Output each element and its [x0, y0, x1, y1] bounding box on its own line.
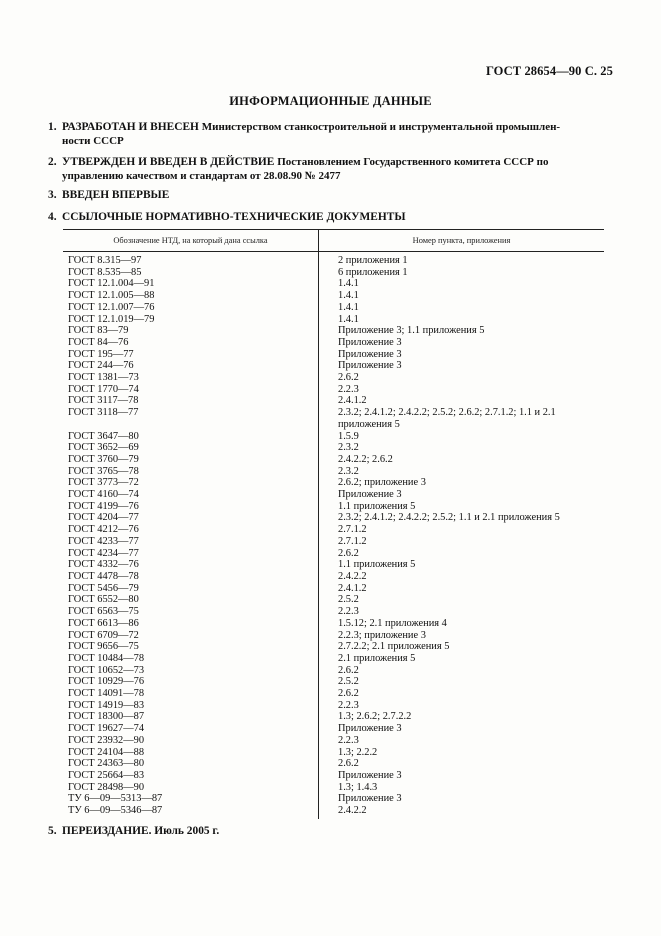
- table-row: [63, 747, 604, 759]
- table-row: [63, 454, 604, 466]
- table-row: [63, 325, 604, 337]
- document-designation-cell: ТУ 6—09—5346—87: [63, 805, 319, 819]
- clause-number-cell: 1.4.1: [338, 278, 359, 290]
- clause-number-cell: 2.4.1.2: [338, 582, 367, 594]
- document-designation-cell: ГОСТ 6552—80: [63, 594, 319, 606]
- clause-number-cell: Приложение 3: [338, 793, 402, 805]
- clause-number-cell: 1.5.9: [338, 430, 359, 442]
- clause-number-cell: 2.3.2; 2.4.1.2; 2.4.2.2; 2.5.2; 1.1 и 2.1 приложения 5: [338, 512, 560, 524]
- clause-number-cell: 2.2.3: [338, 699, 359, 711]
- table-row: [63, 431, 604, 443]
- section-text-continued: ности СССР: [62, 135, 124, 147]
- document-designation-cell: ГОСТ 10484—78: [63, 653, 319, 665]
- table-row: [63, 594, 604, 606]
- document-designation-cell: ГОСТ 4478—78: [63, 571, 319, 583]
- clause-number-cell: 1.4.1: [338, 290, 359, 302]
- table-row: [63, 536, 604, 548]
- clause-number-cell: 2 приложения 1: [338, 255, 408, 266]
- table-row: [63, 524, 604, 536]
- section-number: 1.: [48, 121, 57, 133]
- clause-number-cell: Приложение 3; 1.1 приложения 5: [338, 325, 485, 337]
- clause-number-cell: 2.4.2.2: [338, 570, 367, 582]
- table-row: [63, 606, 604, 618]
- section-5: [48, 824, 604, 838]
- section-number: 5.: [48, 825, 57, 837]
- document-designation-cell: ГОСТ 83—79: [63, 325, 319, 337]
- document-designation-cell: ГОСТ 19627—74: [63, 723, 319, 735]
- clause-number-cell: 2.7.1.2: [338, 524, 367, 536]
- table-row: [63, 583, 604, 595]
- column-header-clause: Номер пункта, приложения: [319, 230, 605, 252]
- clause-number-cell: 2.2.3: [338, 383, 359, 395]
- table-row: [63, 290, 604, 302]
- section-heading: РАЗРАБОТАН И ВНЕСЕН: [62, 121, 199, 133]
- table-row: [63, 770, 604, 782]
- document-title: ИНФОРМАЦИОННЫЕ ДАННЫЕ: [229, 94, 432, 108]
- document-designation-cell: ГОСТ 84—76: [63, 337, 319, 349]
- table-row: [63, 489, 604, 501]
- document-designation-cell: ГОСТ 3765—78: [63, 466, 319, 478]
- clause-number-cell: 2.2.3: [338, 734, 359, 746]
- document-designation-cell: ГОСТ 12.1.005—88: [63, 290, 319, 302]
- document-designation-cell: ГОСТ 8.315—97: [63, 252, 319, 267]
- section-heading: ВВЕДЕН ВПЕРВЫЕ: [62, 189, 170, 201]
- clause-number-cell: 2.6.2: [338, 664, 359, 676]
- section-text-continued: управлению качеством и стандартам от 28.08.90 № 2477: [62, 170, 341, 182]
- table-row: [63, 688, 604, 700]
- table-row: [63, 395, 604, 407]
- clause-number-cell: Приложение 3: [338, 348, 402, 360]
- document-designation-cell: ГОСТ 4212—76: [63, 524, 319, 536]
- document-designation-cell: ГОСТ 12.1.019—79: [63, 314, 319, 326]
- clause-number-cell: 2.1 приложения 5: [338, 652, 416, 664]
- section-heading: УТВЕРЖДЕН И ВВЕДЕН В ДЕЙСТВИЕ: [62, 156, 275, 168]
- table-row: [63, 407, 604, 430]
- table-row: [63, 723, 604, 735]
- clause-number-cell: 2.3.2: [338, 442, 359, 454]
- document-designation-cell: ГОСТ 18300—87: [63, 711, 319, 723]
- document-designation-cell: ГОСТ 6563—75: [63, 606, 319, 618]
- section-1: [48, 120, 604, 148]
- clause-number-cell: 2.3.2; 2.4.1.2; 2.4.2.2; 2.5.2; 2.6.2; 2.7.1.2; 1.1 и 2.1 приложения 5: [338, 407, 556, 430]
- table-row: [63, 548, 604, 560]
- table-header-row: [63, 230, 604, 252]
- section-4: [48, 210, 604, 224]
- table-row: [63, 758, 604, 770]
- clause-number-cell: Приложение 3: [338, 723, 402, 735]
- document-designation-cell: ГОСТ 244—76: [63, 360, 319, 372]
- section-heading: ССЫЛОЧНЫЕ НОРМАТИВНО-ТЕХНИЧЕСКИЕ ДОКУМЕНТЫ: [62, 211, 406, 223]
- document-designation-cell: ГОСТ 25664—83: [63, 770, 319, 782]
- clause-number-cell: Приложение 3: [338, 489, 402, 501]
- section-number: 3.: [48, 189, 57, 201]
- table-row: [63, 512, 604, 524]
- section-3: [48, 188, 604, 202]
- clause-number-cell: 2.4.1.2: [338, 395, 367, 407]
- document-designation-cell: ГОСТ 3118—77: [63, 407, 319, 430]
- table-row: [63, 278, 604, 290]
- document-designation-cell: ГОСТ 10929—76: [63, 676, 319, 688]
- table-row: [63, 735, 604, 747]
- clause-number-cell: 1.3; 2.6.2; 2.7.2.2: [338, 711, 412, 723]
- table-row: [63, 442, 604, 454]
- document-designation-cell: ГОСТ 12.1.004—91: [63, 278, 319, 290]
- table-row: [63, 700, 604, 712]
- document-designation-cell: ГОСТ 4234—77: [63, 548, 319, 560]
- document-designation-cell: ГОСТ 3117—78: [63, 395, 319, 407]
- section-number: 4.: [48, 211, 57, 223]
- document-designation-cell: ГОСТ 10652—73: [63, 665, 319, 677]
- clause-number-cell: 2.6.2: [338, 688, 359, 700]
- column-header-document: Обозначение НТД, на который дана ссылка: [63, 230, 319, 252]
- document-designation-cell: ГОСТ 4160—74: [63, 489, 319, 501]
- document-designation-cell: ГОСТ 6709—72: [63, 630, 319, 642]
- table-row: [63, 302, 604, 314]
- clause-number-cell: 2.2.3; приложение 3: [338, 629, 426, 641]
- table-row: [63, 653, 604, 665]
- clause-number-cell: Приложение 3: [338, 360, 402, 372]
- table-row: [63, 360, 604, 372]
- clause-number-cell: 1.1 приложения 5: [338, 500, 416, 512]
- table-row: [63, 337, 604, 349]
- document-designation-cell: ГОСТ 6613—86: [63, 618, 319, 630]
- clause-number-cell: 2.6.2: [338, 758, 359, 770]
- table-row: [63, 559, 604, 571]
- section-text: Министерством станкостроительной и инструментальной промышлен-: [201, 121, 561, 133]
- clause-number-cell: 2.6.2: [338, 547, 359, 559]
- clause-number-cell: 1.1 приложения 5: [338, 559, 416, 571]
- document-designation-cell: ТУ 6—09—5313—87: [63, 793, 319, 805]
- table-row: [63, 805, 604, 819]
- clause-number-cell: 1.3; 2.2.2: [338, 746, 378, 758]
- table-row: [63, 252, 604, 267]
- table-body: [63, 252, 604, 819]
- document-designation-cell: ГОСТ 23932—90: [63, 735, 319, 747]
- document-designation-cell: ГОСТ 9656—75: [63, 641, 319, 653]
- table-row: [63, 314, 604, 326]
- section-number: 2.: [48, 156, 57, 168]
- document-designation-cell: ГОСТ 3647—80: [63, 431, 319, 443]
- clause-number-cell: 2.3.2: [338, 465, 359, 477]
- document-designation-cell: ГОСТ 3773—72: [63, 477, 319, 489]
- clause-number-cell: Приложение 3: [338, 336, 402, 348]
- document-designation-cell: ГОСТ 5456—79: [63, 583, 319, 595]
- document-designation-cell: ГОСТ 1381—73: [63, 372, 319, 384]
- document-designation-cell: ГОСТ 4332—76: [63, 559, 319, 571]
- clause-number-cell: 2.2.3: [338, 606, 359, 618]
- document-designation-cell: ГОСТ 195—77: [63, 349, 319, 361]
- table-row: [63, 676, 604, 688]
- table-row: [63, 630, 604, 642]
- table-row: [63, 466, 604, 478]
- table-row: [63, 618, 604, 630]
- document-designation-cell: ГОСТ 4233—77: [63, 536, 319, 548]
- section-2: [48, 155, 604, 183]
- table-row: [63, 641, 604, 653]
- clause-number-cell: 2.5.2: [338, 594, 359, 606]
- clause-number-cell: 6 приложения 1: [338, 266, 408, 278]
- document-designation-cell: ГОСТ 4204—77: [63, 512, 319, 524]
- clause-number-cell: 1.4.1: [338, 301, 359, 313]
- clause-number-cell: 1.5.12; 2.1 приложения 4: [338, 617, 447, 629]
- table-row: [63, 793, 604, 805]
- clause-number-cell: 2.4.2.2: [338, 805, 367, 817]
- document-designation-cell: ГОСТ 3652—69: [63, 442, 319, 454]
- document-designation-cell: ГОСТ 4199—76: [63, 501, 319, 513]
- table-row: [63, 384, 604, 396]
- clause-number-cell: 2.6.2: [338, 372, 359, 384]
- table-row: [63, 711, 604, 723]
- clause-number-cell: 1.4.1: [338, 313, 359, 325]
- table-row: [63, 349, 604, 361]
- document-designation-cell: ГОСТ 8.535—85: [63, 267, 319, 279]
- document-designation-cell: ГОСТ 28498—90: [63, 782, 319, 794]
- clause-number-cell: Приложение 3: [338, 769, 402, 781]
- section-heading: ПЕРЕИЗДАНИЕ. Июль 2005 г.: [62, 825, 220, 837]
- table-row: [63, 477, 604, 489]
- document-designation-cell: ГОСТ 1770—74: [63, 384, 319, 396]
- clause-number-cell: 2.4.2.2; 2.6.2: [338, 453, 393, 465]
- document-designation-cell: ГОСТ 14919—83: [63, 700, 319, 712]
- references-table: [63, 229, 604, 819]
- document-designation-cell: ГОСТ 12.1.007—76: [63, 302, 319, 314]
- table-row: [63, 372, 604, 384]
- clause-number-cell: 1.3; 1.4.3: [338, 781, 378, 793]
- table-row: [63, 782, 604, 794]
- document-designation-cell: ГОСТ 14091—78: [63, 688, 319, 700]
- document-designation-cell: ГОСТ 24363—80: [63, 758, 319, 770]
- table-row: [63, 665, 604, 677]
- clause-number-cell: 2.7.1.2: [338, 535, 367, 547]
- table-row: [63, 267, 604, 279]
- clause-number-cell: 2.7.2.2; 2.1 приложения 5: [338, 641, 450, 653]
- document-designation-cell: ГОСТ 24104—88: [63, 747, 319, 759]
- running-header: ГОСТ 28654—90 С. 25: [485, 64, 613, 78]
- clause-number-cell: 2.6.2; приложение 3: [338, 477, 426, 489]
- document-designation-cell: ГОСТ 3760—79: [63, 454, 319, 466]
- clause-number-cell: 2.5.2: [338, 676, 359, 688]
- table-row: [63, 501, 604, 513]
- table-row: [63, 571, 604, 583]
- section-text: Постановлением Государственного комитета СССР по: [277, 156, 549, 168]
